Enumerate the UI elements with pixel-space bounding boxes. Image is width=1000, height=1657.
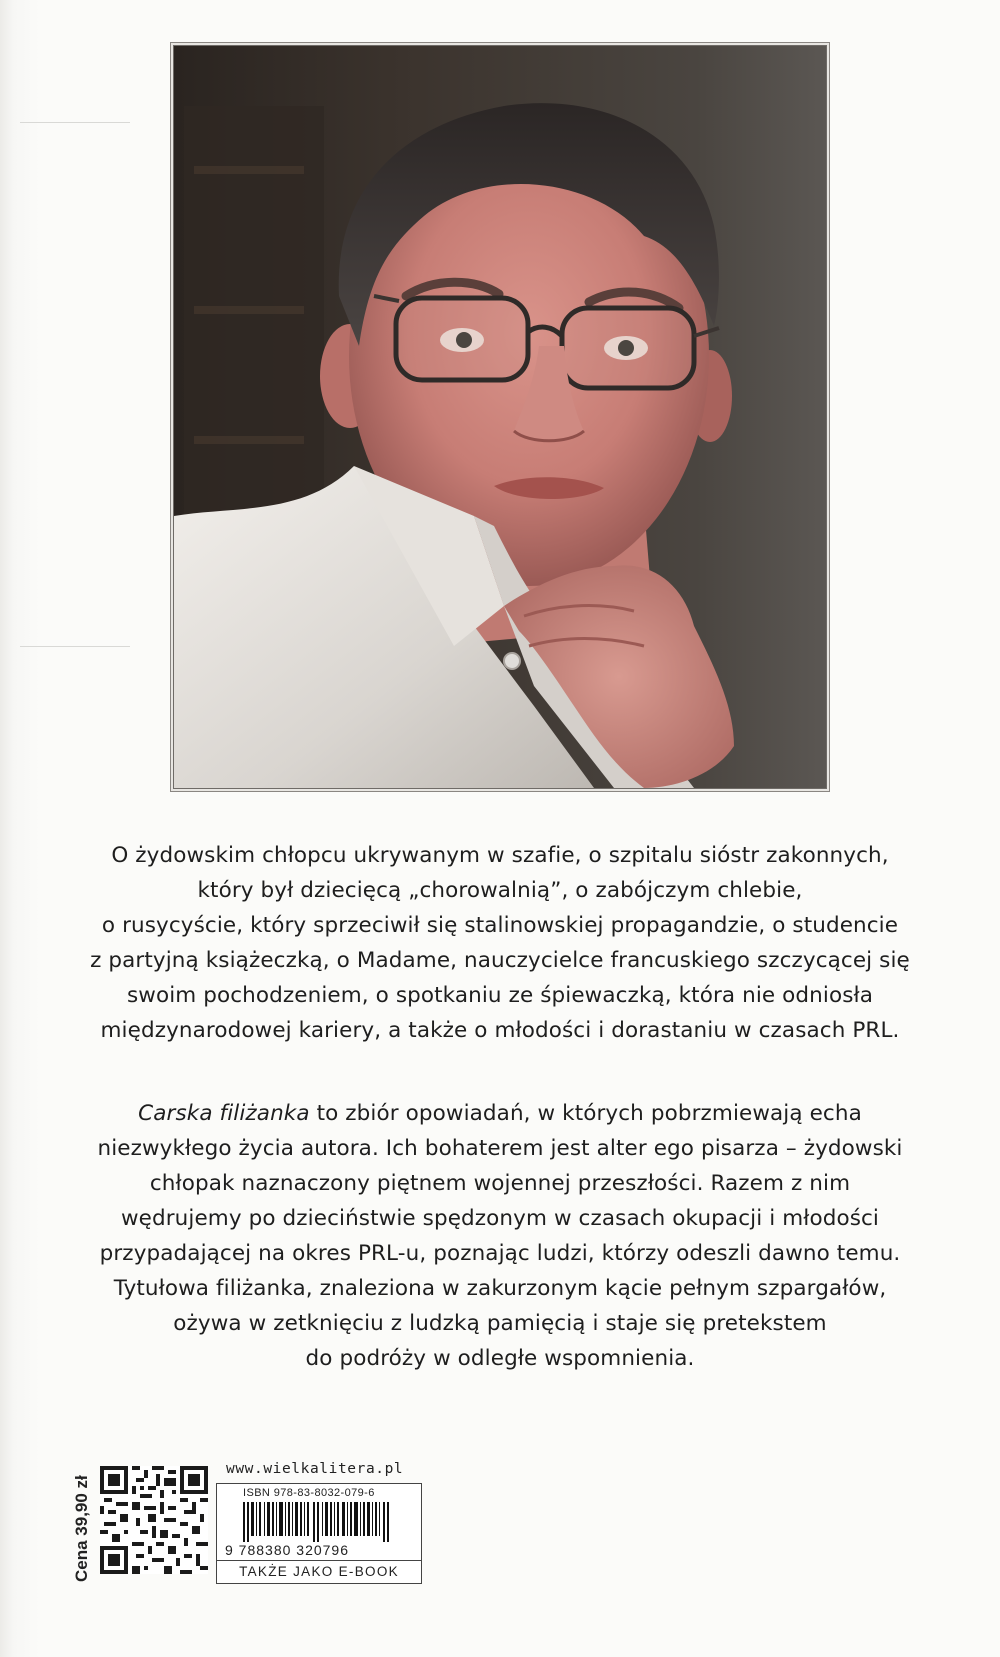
blurb-line: międzynarodowej kariery, a także o młodości i dorastaniu w czasach PRL. bbox=[100, 1018, 900, 1043]
blurb-line: do podróży w odległe wspomnienia. bbox=[305, 1346, 695, 1371]
ean-digits: 9 788380 320796 bbox=[225, 1542, 349, 1558]
crease-line bbox=[20, 122, 130, 123]
qr-code-icon bbox=[100, 1466, 208, 1574]
blurb-line: swoim pochodzeniem, o spotkaniu ze śpiewaczką, która nie odniosła bbox=[126, 983, 874, 1008]
blurb-line: o rusycyście, który sprzeciwił się stalinowskiej propagandzie, o studencie bbox=[101, 913, 899, 938]
blurb-line-rest: to zbiór opowiadań, w których pobrzmiewają echa bbox=[309, 1101, 862, 1126]
blurb-line: z partyjną książeczką, o Madame, nauczycielce francuskiego szczycącej się bbox=[90, 948, 910, 973]
author-photo bbox=[174, 46, 826, 788]
blurb-line: O żydowskim chłopcu ukrywanym w szafie, o szpitalu sióstr zakonnych, bbox=[111, 843, 889, 868]
isbn-label: ISBN 978-83-8032-079-6 bbox=[243, 1487, 375, 1499]
barcode-box bbox=[216, 1483, 422, 1561]
blurb-line: Tytułowa filiżanka, znaleziona w zakurzonym kącie pełnym szpargałów, bbox=[113, 1276, 887, 1301]
blurb-line: chłopak naznaczony piętnem wojennej przeszłości. Razem z nim bbox=[149, 1171, 851, 1196]
ebook-label: TAKŻE JAKO E-BOOK bbox=[216, 1561, 422, 1584]
blurb-line: niezwykłego życia autora. Ich bohaterem jest alter ego pisarza – żydowski bbox=[97, 1136, 903, 1161]
book-title-italic: Carska filiżanka bbox=[138, 1101, 310, 1126]
publisher-url: www.wielkalitera.pl bbox=[226, 1461, 404, 1477]
blurb-line: ożywa w zetknięciu z ludzką pamięcią i staje się pretekstem bbox=[173, 1311, 827, 1336]
blurb-line: przypadającej na okres PRL-u, poznając ludzi, którzy odeszli dawno temu. bbox=[99, 1241, 901, 1266]
blurb-line: wędrujemy po dzieciństwie spędzonym w czasach okupacji i młodości bbox=[120, 1206, 880, 1231]
blurb-paragraph-1 bbox=[90, 838, 910, 1048]
crease-line bbox=[20, 646, 130, 647]
blurb-paragraph-2 bbox=[90, 1096, 910, 1376]
blurb-line: który był dziecięcą „chorowalnią”, o zabójczym chlebie, bbox=[197, 878, 803, 903]
price-label: Cena 39,90 zł bbox=[72, 1475, 91, 1582]
barcode-icon bbox=[243, 1502, 403, 1546]
barcode-block bbox=[216, 1461, 422, 1585]
blurb-line bbox=[90, 1096, 910, 1131]
